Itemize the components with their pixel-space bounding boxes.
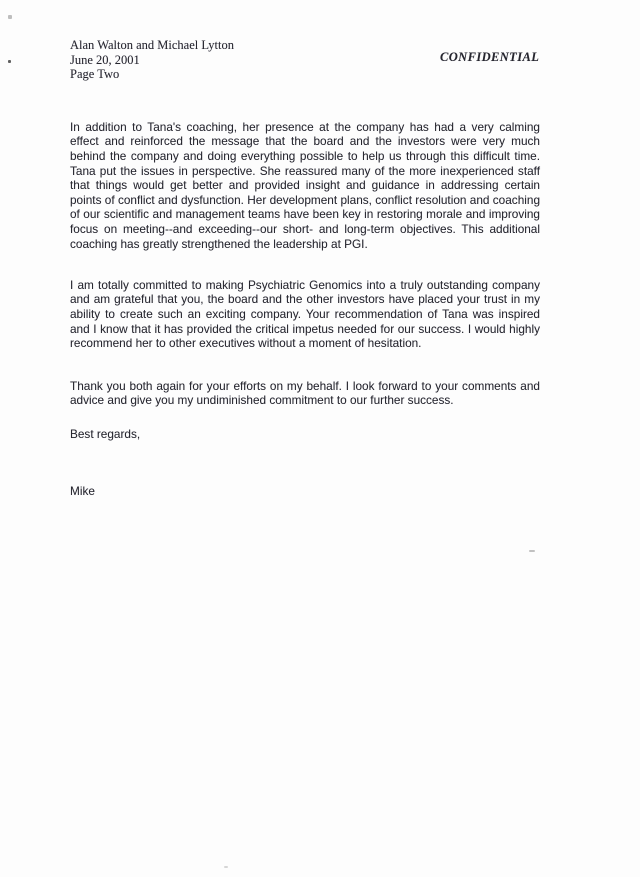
- closing-line: Best regards,: [70, 427, 141, 441]
- page-number-line: Page Two: [70, 67, 120, 81]
- date-line: June 20, 2001: [70, 52, 140, 67]
- confidential-stamp: CONFIDENTIAL: [440, 50, 540, 64]
- paragraph-thanks: Thank you both again for your efforts on my behalf. I look forward to your comments and advice and give you my undiminished commitment to our further success.: [70, 378, 540, 408]
- signature-name: Mike: [70, 484, 95, 498]
- letter-header: [70, 38, 234, 82]
- paragraph-commitment: I am totally committed to making Psychiatric Genomics into a truly outstanding company and am grateful that you, the board and the other investors have placed your trust in my ability to create such an exciting company. Your recommendation of Tana was inspired and I know that it has provided the critical impetus needed for our success. I would highly recommend her to other executives without a moment of hesitation.: [70, 277, 540, 351]
- scan-speckle: [529, 550, 535, 552]
- paragraph-coaching-effect: In addition to Tana's coaching, her presence at the company has had a very calming effect and reinforced the message that the board and the investors were very much behind the company and doing everything possible to help us through this difficult time. Tana put the issues in perspective. She reassured many of the more inexperienced staff that things would get better and provided insight and guidance in addressing certain points of conflict and dysfunction. Her development plans, conflict resolution and coaching of our scientific and management teams have been key in restoring morale and improving focus on meeting--and exceeding--our short- and long-term objectives. This additional coaching has greatly strengthened the leadership at PGI.: [70, 119, 540, 251]
- scan-speckle: [224, 866, 228, 868]
- scan-speckle: [8, 60, 11, 63]
- recipient-line: Alan Walton and Michael Lytton: [70, 38, 235, 52]
- scan-speckle: [8, 15, 12, 19]
